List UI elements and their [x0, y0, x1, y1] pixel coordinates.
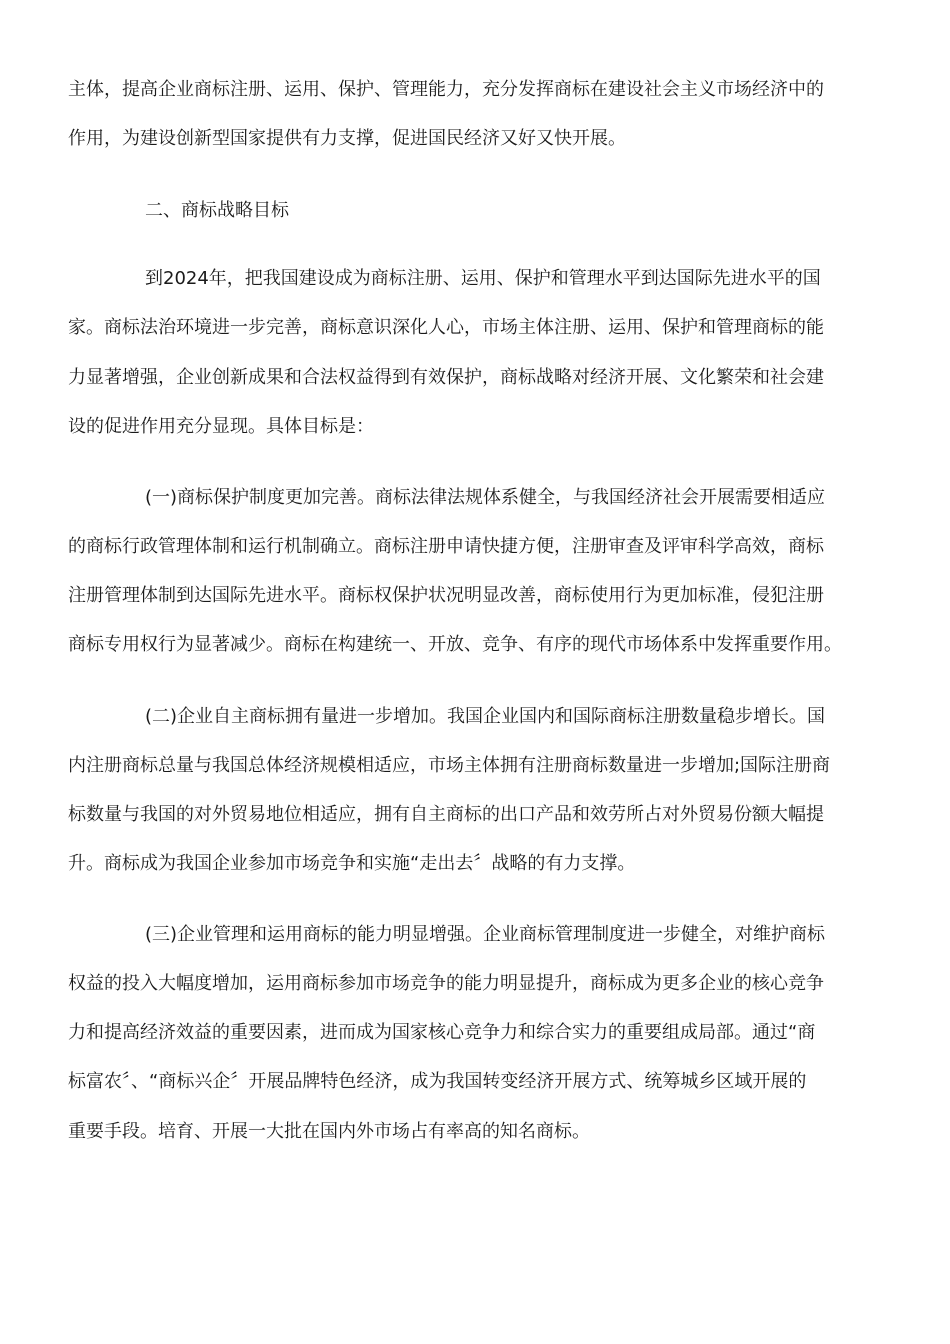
paragraph-line: 到2024年，把我国建设成为商标注册、运用、保护和管理水平到达国际先进水平的国	[145, 268, 821, 289]
paragraph-line: (二)企业自主商标拥有量进一步增加。我国企业国内和国际商标注册数量稳步增长。国	[145, 706, 826, 727]
paragraph-line: 设的促进作用充分显现。具体目标是：	[68, 416, 374, 437]
paragraph-line: (一)商标保护制度更加完善。商标法律法规体系健全，与我国经济社会开展需要相适应	[145, 487, 826, 508]
paragraph-line: 标数量与我国的对外贸易地位相适应，拥有自主商标的出口产品和效劳所占对外贸易份额大幅提	[68, 804, 824, 825]
paragraph-line: 力和提高经济效益的重要因素，进而成为国家核心竞争力和综合实力的重要组成局部。通过“商	[68, 1022, 816, 1043]
paragraph-line: 家。商标法治环境进一步完善，商标意识深化人心，市场主体注册、运用、保护和管理商标的能	[68, 317, 824, 338]
paragraph-line: 升。商标成为我国企业参加市场竞争和实施“走出去〞战略的有力支撑。	[68, 853, 636, 874]
section-heading: 二、商标战略目标	[145, 200, 289, 221]
paragraph-line: 重要手段。培育、开展一大批在国内外市场占有率高的知名商标。	[68, 1121, 590, 1142]
paragraph-line: 商标专用权行为显著减少。商标在构建统一、开放、竞争、有序的现代市场体系中发挥重要作用。	[68, 634, 842, 655]
paragraph-line: 标富农〞、“商标兴企〞开展品牌特色经济，成为我国转变经济开展方式、统筹城乡区域开展的	[68, 1071, 807, 1092]
paragraph-line: 的商标行政管理体制和运行机制确立。商标注册申请快捷方便，注册审查及评审科学高效，商标	[68, 536, 824, 557]
paragraph-line: 主体，提高企业商标注册、运用、保护、管理能力，充分发挥商标在建设社会主义市场经济中的	[68, 79, 824, 100]
paragraph-line: 注册管理体制到达国际先进水平。商标权保护状况明显改善，商标使用行为更加标准，侵犯注册	[68, 585, 824, 606]
paragraph-line: 力显著增强，企业创新成果和合法权益得到有效保护，商标战略对经济开展、文化繁荣和社会建	[68, 367, 824, 388]
paragraph-line: 作用，为建设创新型国家提供有力支撑，促进国民经济又好又快开展。	[68, 128, 626, 149]
paragraph-line: 内注册商标总量与我国总体经济规模相适应，市场主体拥有注册商标数量进一步增加;国际注册商	[68, 755, 831, 776]
paragraph-line: 权益的投入大幅度增加，运用商标参加市场竞争的能力明显提升，商标成为更多企业的核心竞争	[68, 973, 824, 994]
paragraph-line: (三)企业管理和运用商标的能力明显增强。企业商标管理制度进一步健全，对维护商标	[145, 924, 826, 945]
